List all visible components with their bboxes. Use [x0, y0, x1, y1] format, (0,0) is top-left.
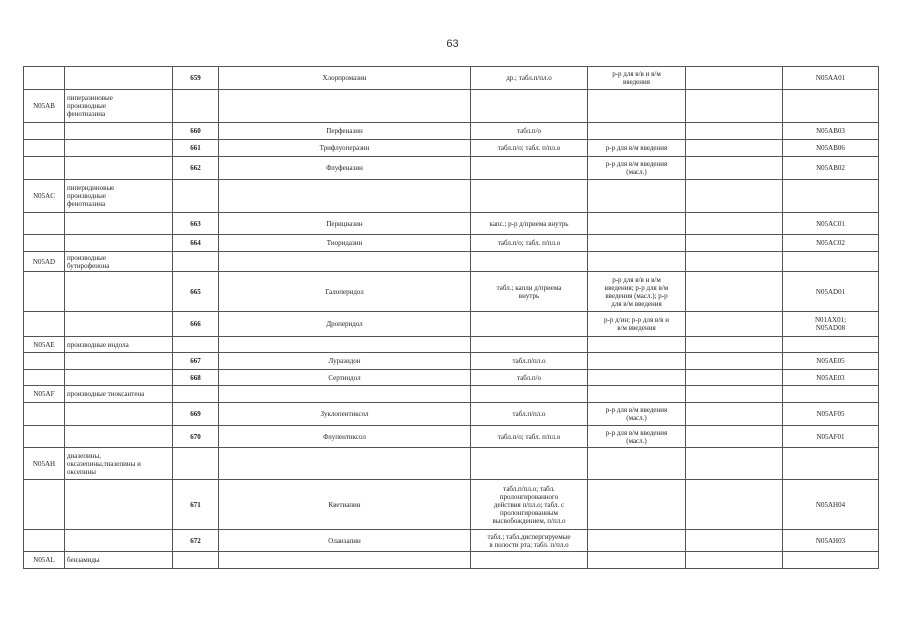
group-name-cell [65, 312, 173, 337]
drug-name-cell [219, 312, 471, 337]
drug-name-cell [219, 67, 471, 90]
atc-group-code-cell [24, 90, 65, 123]
atc-code-cell [783, 426, 879, 448]
row-number-cell [173, 480, 219, 530]
row-number-text: 662 [190, 164, 201, 172]
dosage-form-injection-cell [588, 272, 686, 312]
drug-name-cell [219, 272, 471, 312]
table-row [24, 480, 879, 530]
drug-name-text: Перфеназин [326, 127, 363, 135]
row-number-cell [173, 386, 219, 403]
drug-name-cell [219, 530, 471, 552]
dosage-form-injection-cell [588, 337, 686, 353]
drug-name-text: Перициазин [326, 219, 363, 228]
dosage-form-oral-cell [471, 353, 588, 370]
group-name-cell [65, 480, 173, 530]
row-number-cell [173, 140, 219, 157]
dosage-form-injection-text: р-р для в/м введения [605, 144, 668, 152]
extra-cell [686, 252, 783, 272]
group-name-cell [65, 123, 173, 140]
extra-cell [686, 403, 783, 426]
row-number-text: 659 [190, 74, 201, 82]
row-number-text: 670 [190, 432, 201, 441]
dosage-form-injection-cell [588, 426, 686, 448]
extra-cell [686, 312, 783, 337]
drug-name-cell [219, 353, 471, 370]
dosage-form-injection-cell [588, 530, 686, 552]
dosage-form-oral-cell [471, 386, 588, 403]
drug-name-text: Галоперидол [325, 287, 364, 296]
group-name-cell [65, 337, 173, 353]
drug-name-cell [219, 370, 471, 386]
drug-name-text: Тиоридазин [326, 239, 363, 247]
row-number-cell [173, 312, 219, 337]
dosage-form-oral-text: табл.п/о; табл. п/пл.о [497, 432, 561, 441]
atc-group-code-text: N05AH [32, 459, 56, 468]
atc-code-cell [783, 337, 879, 353]
row-number-text: 665 [190, 287, 201, 296]
row-number-cell [173, 123, 219, 140]
dosage-form-oral-text: др.; табл.п/пл.о [506, 74, 552, 82]
table-row [24, 157, 879, 180]
row-number-text: 668 [190, 373, 201, 382]
dosage-form-oral-cell [471, 552, 588, 569]
drug-name-text: Хлорпромазин [322, 74, 367, 82]
drug-name-cell [219, 140, 471, 157]
dosage-form-injection-cell [588, 252, 686, 272]
atc-code-cell [783, 140, 879, 157]
atc-group-code-cell [24, 213, 65, 235]
dosage-form-oral-text: табл.п/о; табл. п/пл.о [497, 239, 561, 247]
atc-code-text: N05AH04 [815, 500, 846, 509]
atc-group-code-cell [24, 480, 65, 530]
drug-name-text: Кветиапин [328, 500, 361, 509]
atc-code-cell [783, 353, 879, 370]
group-name-cell [65, 157, 173, 180]
table-row [24, 386, 879, 403]
group-name-text: пиперазиновые производные фенотиазина [67, 94, 113, 118]
extra-cell [686, 426, 783, 448]
group-name-text: диазепины, оксазепины,тиазепины и оксепины [67, 451, 141, 476]
extra-cell [686, 480, 783, 530]
extra-cell [686, 140, 783, 157]
table-row [24, 123, 879, 140]
row-number-cell [173, 337, 219, 353]
atc-group-code-cell [24, 386, 65, 403]
drug-table-body [24, 67, 879, 569]
atc-code-text: N05AA01 [815, 74, 846, 82]
atc-group-code-cell [24, 403, 65, 426]
atc-code-cell [783, 480, 879, 530]
row-number-text: 661 [190, 144, 201, 152]
dosage-form-oral-cell [471, 123, 588, 140]
atc-group-code-cell [24, 140, 65, 157]
dosage-form-oral-cell [471, 213, 588, 235]
group-name-cell [65, 252, 173, 272]
drug-name-cell [219, 337, 471, 353]
atc-group-code-text: N05AE [33, 340, 55, 349]
atc-code-cell [783, 252, 879, 272]
atc-code-text: N05AB06 [816, 144, 845, 152]
dosage-form-oral-cell [471, 67, 588, 90]
group-name-cell [65, 272, 173, 312]
drug-name-cell [219, 426, 471, 448]
atc-group-code-cell [24, 353, 65, 370]
dosage-form-injection-cell [588, 552, 686, 569]
row-number-cell [173, 370, 219, 386]
group-name-cell [65, 426, 173, 448]
table-row [24, 552, 879, 569]
dosage-form-oral-text: табл.п/пл.о [512, 410, 546, 418]
group-name-text: производные бутирофенона [67, 253, 110, 270]
group-name-cell [65, 386, 173, 403]
dosage-form-injection-cell [588, 90, 686, 123]
extra-cell [686, 123, 783, 140]
atc-group-code-text: N05AB [33, 102, 55, 110]
atc-code-cell [783, 552, 879, 569]
extra-cell [686, 67, 783, 90]
atc-group-code-text: N05AL [33, 556, 55, 564]
dosage-form-injection-cell [588, 180, 686, 213]
table-row [24, 312, 879, 337]
group-name-cell [65, 530, 173, 552]
drug-name-text: Трифлуоперазин [319, 144, 370, 152]
row-number-text: 664 [190, 239, 201, 247]
table-row [24, 140, 879, 157]
atc-code-text: N05AF01 [816, 432, 845, 441]
row-number-cell [173, 90, 219, 123]
row-number-text: 667 [190, 357, 201, 365]
table-row [24, 337, 879, 353]
dosage-form-injection-cell [588, 157, 686, 180]
atc-code-cell [783, 312, 879, 337]
atc-code-cell [783, 386, 879, 403]
atc-code-cell [783, 180, 879, 213]
atc-group-code-cell [24, 180, 65, 213]
group-name-text: производные индола [67, 340, 129, 349]
dosage-form-injection-cell [588, 140, 686, 157]
extra-cell [686, 552, 783, 569]
atc-group-code-text: N05AF [33, 390, 55, 398]
table-row [24, 235, 879, 252]
table-row [24, 353, 879, 370]
table-row [24, 426, 879, 448]
atc-code-cell [783, 157, 879, 180]
dosage-form-oral-cell [471, 403, 588, 426]
drug-name-cell [219, 213, 471, 235]
atc-group-code-cell [24, 67, 65, 90]
dosage-form-oral-cell [471, 480, 588, 530]
atc-code-cell [783, 448, 879, 480]
table-row [24, 272, 879, 312]
drug-name-cell [219, 448, 471, 480]
group-name-text: бензамиды [67, 556, 100, 564]
group-name-cell [65, 180, 173, 213]
drug-name-text: Дроперидол [326, 320, 363, 328]
dosage-form-oral-cell [471, 337, 588, 353]
dosage-form-injection-cell [588, 213, 686, 235]
table-row [24, 403, 879, 426]
table-row [24, 252, 879, 272]
extra-cell [686, 213, 783, 235]
row-number-cell [173, 426, 219, 448]
row-number-cell [173, 403, 219, 426]
row-number-cell [173, 252, 219, 272]
dosage-form-injection-cell [588, 370, 686, 386]
atc-group-code-cell [24, 426, 65, 448]
atc-code-cell [783, 123, 879, 140]
atc-group-code-text: N05AD [32, 257, 56, 266]
extra-cell [686, 370, 783, 386]
dosage-form-injection-cell [588, 448, 686, 480]
dosage-form-injection-text: р-р для в/м введения (масл.) [605, 428, 668, 445]
atc-code-text: N05AB02 [816, 164, 845, 172]
dosage-form-injection-text: р-р для в/м введения (масл.) [605, 160, 668, 176]
atc-group-code-cell [24, 530, 65, 552]
table-row [24, 90, 879, 123]
atc-code-text: N05AB03 [816, 127, 845, 135]
dosage-form-oral-text: табл.; табл.диспергируемые в полости рта; табл. п/пл.о [487, 532, 571, 549]
drug-name-text: Сертиндол [328, 373, 361, 382]
extra-cell [686, 157, 783, 180]
drug-name-cell [219, 235, 471, 252]
atc-group-code-cell [24, 312, 65, 337]
dosage-form-injection-cell [588, 235, 686, 252]
group-name-cell [65, 235, 173, 252]
atc-code-text: N05AH03 [815, 536, 846, 545]
dosage-form-oral-cell [471, 448, 588, 480]
table-row [24, 448, 879, 480]
drug-name-cell [219, 180, 471, 213]
extra-cell [686, 90, 783, 123]
extra-cell [686, 272, 783, 312]
drug-name-text: Луразидон [328, 357, 361, 365]
group-name-cell [65, 448, 173, 480]
row-number-text: 669 [190, 410, 201, 418]
atc-code-cell [783, 272, 879, 312]
drug-name-text: Зуклопентиксол [320, 410, 369, 418]
dosage-form-oral-cell [471, 252, 588, 272]
atc-code-cell [783, 530, 879, 552]
group-name-cell [65, 353, 173, 370]
atc-group-code-cell [24, 552, 65, 569]
row-number-text: 660 [190, 127, 201, 135]
drug-name-cell [219, 552, 471, 569]
dosage-form-oral-text: табл.п/пл.о [512, 357, 546, 365]
atc-code-text: N05AC01 [816, 219, 845, 228]
row-number-cell [173, 272, 219, 312]
extra-cell [686, 337, 783, 353]
group-name-cell [65, 90, 173, 123]
group-name-cell [65, 370, 173, 386]
extra-cell [686, 180, 783, 213]
extra-cell [686, 530, 783, 552]
dosage-form-oral-cell [471, 235, 588, 252]
drug-name-text: Флуфеназин [326, 164, 363, 172]
group-name-text: пиперидиновые производные фенотиазина [67, 184, 115, 208]
drug-list-table [23, 66, 879, 569]
atc-group-code-text: N05AC [33, 192, 55, 200]
group-name-cell [65, 213, 173, 235]
row-number-cell [173, 180, 219, 213]
dosage-form-oral-cell [471, 426, 588, 448]
atc-group-code-cell [24, 157, 65, 180]
dosage-form-oral-cell [471, 312, 588, 337]
group-name-cell [65, 552, 173, 569]
dosage-form-oral-cell [471, 90, 588, 123]
atc-group-code-cell [24, 370, 65, 386]
drug-name-cell [219, 386, 471, 403]
row-number-text: 671 [190, 500, 201, 509]
table-row [24, 530, 879, 552]
drug-name-cell [219, 90, 471, 123]
atc-code-text: N05AC02 [816, 239, 845, 247]
atc-group-code-cell [24, 252, 65, 272]
atc-code-cell [783, 67, 879, 90]
group-name-cell [65, 403, 173, 426]
group-name-cell [65, 67, 173, 90]
dosage-form-oral-text: капс.; р-р д/приема внутрь [489, 219, 569, 228]
dosage-form-injection-text: р-р д/ин; р-р для в/в и в/м введения [604, 316, 669, 332]
table-row [24, 213, 879, 235]
row-number-cell [173, 552, 219, 569]
atc-group-code-cell [24, 448, 65, 480]
dosage-form-injection-cell [588, 312, 686, 337]
drug-name-cell [219, 252, 471, 272]
row-number-text: 663 [190, 219, 201, 228]
dosage-form-oral-text: табл.п/о; табл. п/пл.о [497, 144, 561, 152]
dosage-form-injection-text: р-р для в/м введения (масл.) [605, 406, 668, 422]
drug-name-cell [219, 403, 471, 426]
drug-name-cell [219, 123, 471, 140]
atc-group-code-cell [24, 337, 65, 353]
dosage-form-oral-cell [471, 157, 588, 180]
drug-name-text: Флупентиксол [323, 432, 366, 441]
dosage-form-injection-text: р-р для в/в и в/м введения [612, 70, 661, 86]
atc-group-code-cell [24, 235, 65, 252]
dosage-form-injection-cell [588, 403, 686, 426]
table-row [24, 370, 879, 386]
atc-code-cell [783, 90, 879, 123]
table-row [24, 67, 879, 90]
extra-cell [686, 235, 783, 252]
drug-name-text: Оланзапин [328, 536, 361, 545]
row-number-cell [173, 353, 219, 370]
dosage-form-oral-cell [471, 530, 588, 552]
row-number-text: 672 [190, 536, 201, 545]
atc-code-text: N05AD01 [815, 287, 846, 296]
dosage-form-oral-cell [471, 140, 588, 157]
dosage-form-injection-cell [588, 67, 686, 90]
atc-code-text: N01AX01; N05AD08 [814, 316, 847, 332]
drug-name-cell [219, 480, 471, 530]
row-number-cell [173, 157, 219, 180]
page-number: 63 [446, 38, 459, 50]
extra-cell [686, 386, 783, 403]
dosage-form-oral-text: табл.п/пл.о; табл. пролонгированного действия п/пл.о; табл. с пролонгированным высвобождением, п/пл.о [492, 484, 566, 525]
dosage-form-oral-text: табл.п/о [516, 373, 542, 382]
row-number-cell [173, 530, 219, 552]
atc-code-cell [783, 235, 879, 252]
dosage-form-injection-cell [588, 353, 686, 370]
row-number-text: 666 [190, 320, 201, 328]
atc-code-cell [783, 370, 879, 386]
dosage-form-injection-cell [588, 480, 686, 530]
row-number-cell [173, 67, 219, 90]
group-name-text: производные тиоксантена [67, 390, 145, 398]
dosage-form-oral-cell [471, 180, 588, 213]
group-name-cell [65, 140, 173, 157]
dosage-form-injection-cell [588, 386, 686, 403]
dosage-form-injection-cell [588, 123, 686, 140]
table-row [24, 180, 879, 213]
atc-code-text: N05AE03 [816, 373, 845, 382]
row-number-cell [173, 235, 219, 252]
dosage-form-oral-text: табл.; капли д/приема внутрь [496, 283, 562, 300]
atc-code-text: N05AE05 [816, 357, 845, 365]
atc-code-cell [783, 403, 879, 426]
dosage-form-oral-cell [471, 272, 588, 312]
drug-name-cell [219, 157, 471, 180]
row-number-cell [173, 448, 219, 480]
atc-code-text: N05AF05 [816, 410, 845, 418]
atc-group-code-cell [24, 272, 65, 312]
dosage-form-oral-text: табл.п/о [516, 127, 542, 135]
atc-code-cell [783, 213, 879, 235]
extra-cell [686, 448, 783, 480]
row-number-cell [173, 213, 219, 235]
dosage-form-injection-text: р-р для в/в и в/м введения; р-р для в/м введения (масл.); р-р для в/м введения [604, 275, 669, 308]
atc-group-code-cell [24, 123, 65, 140]
dosage-form-oral-cell [471, 370, 588, 386]
extra-cell [686, 353, 783, 370]
